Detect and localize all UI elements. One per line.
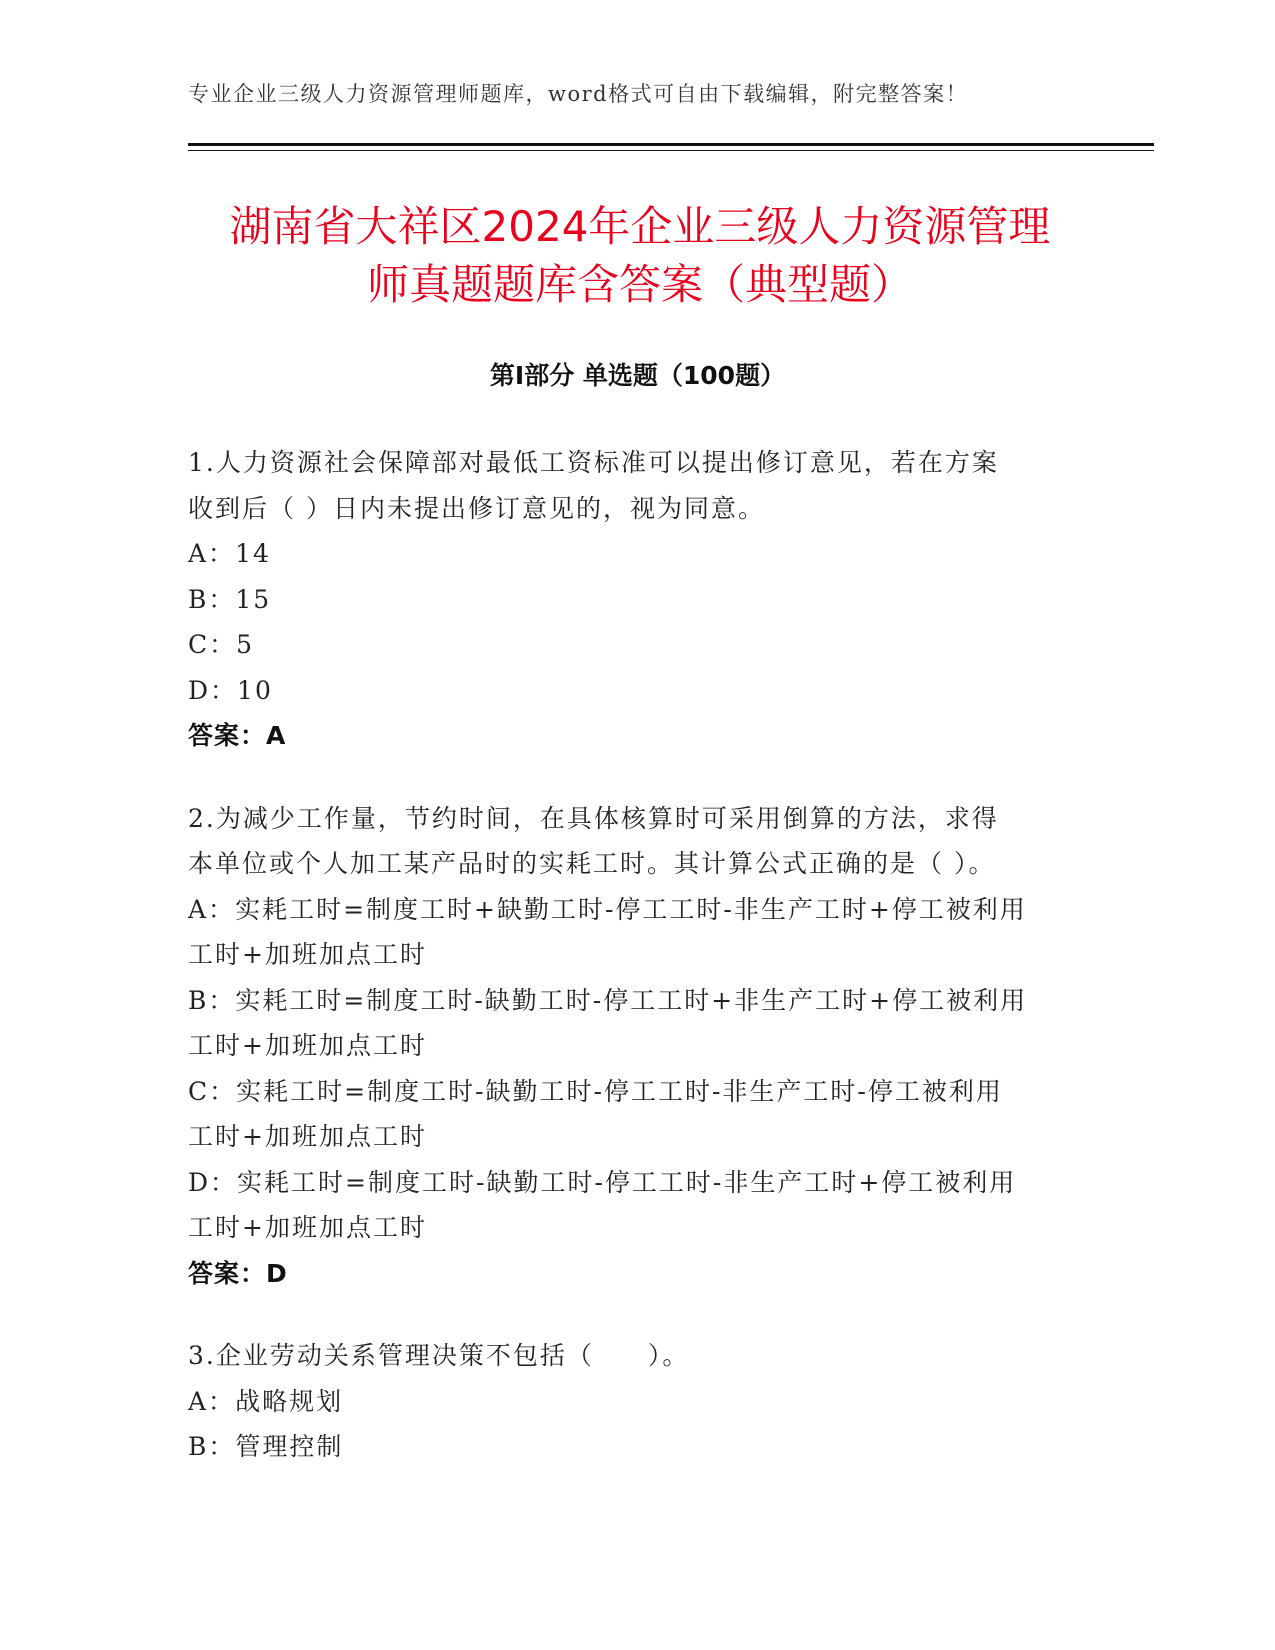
answer-line: 答案：A (188, 721, 287, 750)
answer-option-line (188, 668, 1068, 714)
option-key: B： (188, 1432, 236, 1461)
answer-option-line (188, 1379, 1068, 1425)
answer-option-line (188, 1069, 1068, 1115)
answer-option-line (188, 1424, 1068, 1470)
option-text: 工时+加班加点工时 (188, 1122, 427, 1151)
answer-option-line (188, 622, 1068, 668)
option-text: 工时+加班加点工时 (188, 940, 427, 969)
question-stem-line: 3.企业劳动关系管理决策不包括（ ）。 (188, 1341, 690, 1370)
header-rule-thick (188, 143, 1154, 146)
question-stem-line: 本单位或个人加工某产品时的实耗工时。其计算公式正确的是（ ）。 (188, 849, 996, 878)
option-text: 5 (236, 630, 255, 659)
question-stem-line: 2.为减少工作量，节约时间，在具体核算时可采用倒算的方法，求得 (188, 803, 999, 833)
option-text: 实耗工时=制度工时-缺勤工时-停工工时+非生产工时+停工被利用 (235, 985, 1028, 1015)
question-list (188, 440, 1068, 1507)
answer-option-line (188, 531, 1068, 577)
title-line-1: 湖南省大祥区2024年企业三级人力资源管理 (229, 202, 1051, 251)
option-text: 管理控制 (235, 1432, 344, 1461)
answer-option-line (188, 1114, 1068, 1160)
answer-option-line (188, 1023, 1068, 1069)
answer-line: 答案：D (188, 1258, 288, 1288)
answer-option-line (188, 1160, 1068, 1206)
option-key: B： (188, 584, 236, 614)
option-key: A： (188, 894, 236, 924)
question-stem-line: 1.人力资源社会保障部对最低工资标准可以提出修订意见，若在方案 (188, 448, 999, 477)
question-item (188, 1333, 1068, 1470)
question-item (188, 440, 1068, 759)
option-key: C： (188, 1076, 237, 1106)
option-key: A： (188, 539, 236, 568)
title-line-2: 师真题题库含答案（典型题） (366, 260, 913, 309)
option-text: 实耗工时=制度工时-缺勤工时-停工工时-非生产工时-停工被利用 (236, 1076, 1003, 1106)
document-title (180, 198, 1100, 314)
header-rule-thin (188, 150, 1154, 151)
option-key: D： (188, 675, 238, 705)
option-text: 15 (235, 584, 272, 614)
answer-option-line (188, 978, 1068, 1024)
option-key: C： (188, 630, 237, 659)
answer-option-line (188, 577, 1068, 623)
option-text: 实耗工时=制度工时-缺勤工时-停工工时-非生产工时+停工被利用 (237, 1167, 1017, 1197)
answer-option-line (188, 1205, 1068, 1251)
answer-option-line (188, 887, 1068, 933)
answer-option-line (188, 932, 1068, 978)
question-item (188, 796, 1068, 1297)
option-text: 10 (237, 675, 273, 705)
option-key: A： (188, 1386, 236, 1416)
option-text: 14 (235, 539, 271, 568)
option-text: 实耗工时=制度工时+缺勤工时-停工工时-非生产工时+停工被利用 (235, 894, 1027, 924)
option-text: 工时+加班加点工时 (188, 1213, 427, 1242)
header-note: 专业企业三级人力资源管理师题库，word格式可自由下载编辑，附完整答案！ (188, 82, 969, 106)
section-heading: 第Ⅰ部分 单选题（100题） (489, 361, 786, 390)
option-text: 战略规划 (235, 1386, 344, 1416)
option-key: B： (188, 985, 236, 1015)
option-text: 工时+加班加点工时 (188, 1031, 427, 1060)
question-stem-line: 收到后（ ）日内未提出修订意见的，视为同意。 (188, 493, 765, 523)
option-key: D： (188, 1167, 238, 1197)
